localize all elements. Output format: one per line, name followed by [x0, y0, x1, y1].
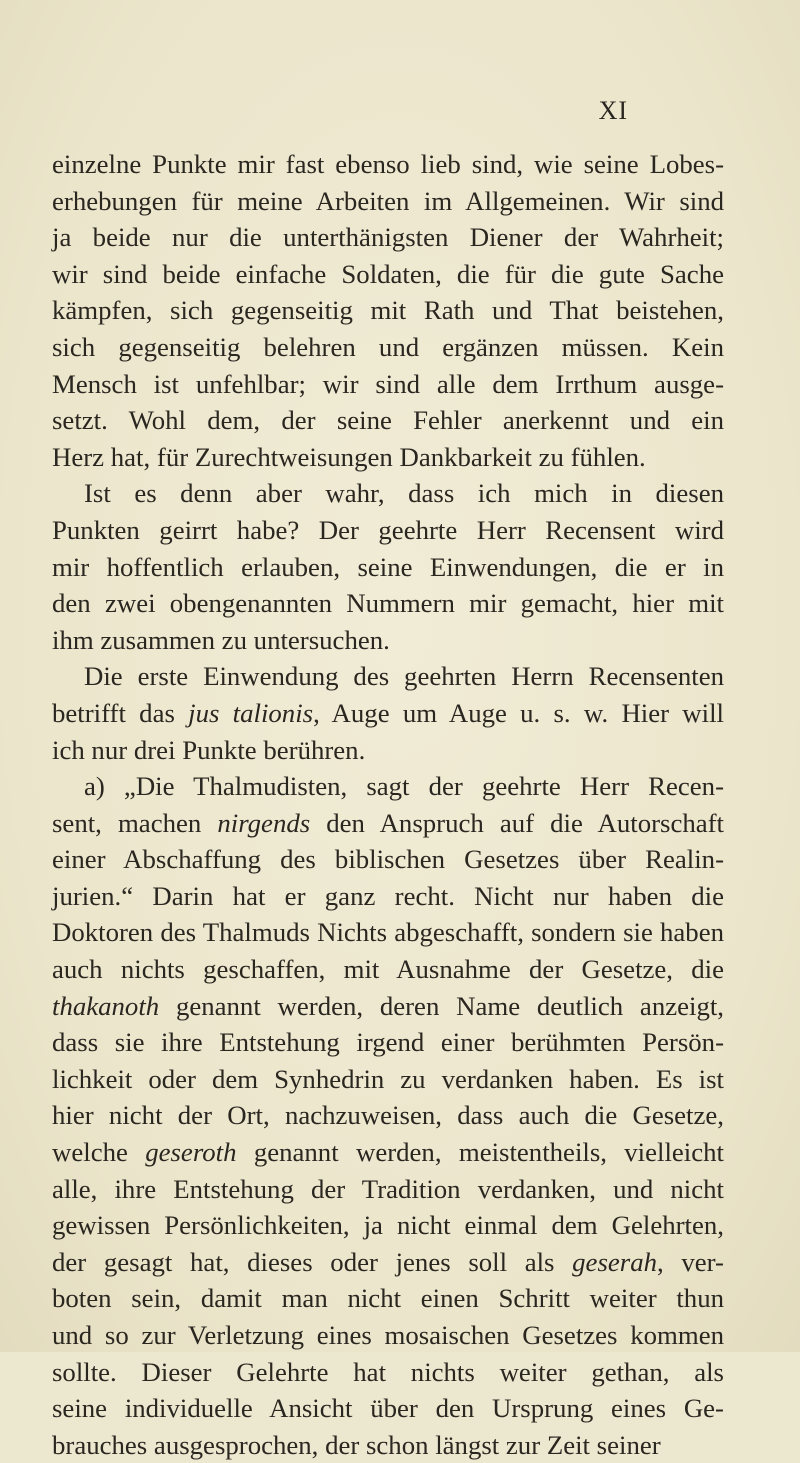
text-line: Herz hat, für Zurechtweisungen Dankbarkeit zu fühlen.	[52, 441, 646, 472]
page-number: XI	[598, 96, 628, 125]
text-line: brauches ausgesprochen, der schon längst zur Zeit seiner	[52, 1429, 661, 1460]
text-line: und so zur Verletzung eines mosaischen Gesetzes kommen	[52, 1320, 724, 1350]
text-line: thakanoth genannt werden, deren Name deutlich anzeigt,	[52, 990, 724, 1021]
text-line: wir sind beide einfache Soldaten, die für die gute Sache	[52, 258, 724, 289]
text-line: gewissen Persönlichkeiten, ja nicht einmal dem Gelehrten,	[52, 1210, 724, 1241]
text-line: kämpfen, sich gegenseitig mit Rath und That beistehen,	[52, 295, 724, 326]
text-line: sich gegenseitig belehren und ergänzen müssen. Kein	[52, 331, 724, 362]
text-line: boten sein, damit man nicht einen Schritt weiter thun	[52, 1283, 724, 1314]
italic-term: geserah	[572, 1246, 657, 1277]
text-line: Punkten geirrt habe? Der geehrte Herr Recensent wird	[52, 514, 724, 545]
text-line: Ist es denn aber wahr, dass ich mich in diesen	[84, 478, 724, 509]
text-line: lichkeit oder dem Synhedrin zu verdanken haben. Es ist	[52, 1063, 724, 1094]
text-line: einzelne Punkte mir fast ebenso lieb sind, wie seine Lobes-	[52, 149, 724, 179]
text-line: Doktoren des Thalmuds Nichts abgeschafft, sondern sie haben	[52, 917, 724, 948]
text-line: auch nichts geschaffen, mit Ausnahme der Gesetze, die	[52, 954, 724, 985]
text-line: Mensch ist unfehlbar; wir sind alle dem Irrthum ausge-	[52, 368, 724, 399]
text-line: der gesagt hat, dieses oder jenes soll als geserah, ver-	[52, 1246, 724, 1277]
body-text	[52, 146, 724, 1463]
italic-term: geseroth	[145, 1137, 237, 1168]
text-line: mir hoffentlich erlauben, seine Einwendungen, die er in	[52, 551, 724, 582]
text-line: sollte. Dieser Gelehrte hat nichts weiter gethan, als	[52, 1356, 724, 1387]
text-line: hier nicht der Ort, nachzuweisen, dass auch die Gesetze,	[52, 1100, 724, 1131]
text-line: setzt. Wohl dem, der seine Fehler anerkennt und ein	[52, 405, 724, 436]
text-line: Die erste Einwendung des geehrten Herrn Recensenten	[84, 661, 724, 692]
text-line: einer Abschaffung des biblischen Gesetzes über Realin-	[52, 844, 724, 875]
text-line: sent, machen nirgends den Anspruch auf die Autorschaft	[52, 807, 724, 838]
text-line: betrifft das jus talionis, Auge um Auge u. s. w. Hier will	[52, 697, 724, 728]
text-line: ich nur drei Punkte berühren.	[52, 734, 366, 765]
text-line: a) „Die Thalmudisten, sagt der geehrte Herr Recen-	[84, 771, 724, 802]
text-line: erhebungen für meine Arbeiten im Allgemeinen. Wir sind	[52, 185, 724, 216]
italic-term: nirgends	[217, 807, 311, 838]
italic-term: thakanoth	[52, 990, 160, 1021]
text-line: alle, ihre Entstehung der Tradition verdanken, und nicht	[52, 1173, 724, 1204]
text-line: seine individuelle Ansicht über den Ursprung eines Ge-	[52, 1393, 724, 1424]
text-line: dass sie ihre Entstehung irgend einer berühmten Persön-	[52, 1027, 724, 1058]
italic-term: jus talionis	[188, 697, 314, 728]
text-line: den zwei obengenannten Nummern mir gemacht, hier mit	[52, 588, 724, 619]
text-line: jurien.“ Darin hat er ganz recht. Nicht nur haben die	[52, 880, 724, 911]
text-line: ihm zusammen zu untersuchen.	[52, 624, 390, 655]
text-line: ja beide nur die unterthänigsten Diener der Wahrheit;	[52, 222, 724, 253]
text-line: welche geseroth genannt werden, meistentheils, vielleicht	[52, 1137, 724, 1168]
